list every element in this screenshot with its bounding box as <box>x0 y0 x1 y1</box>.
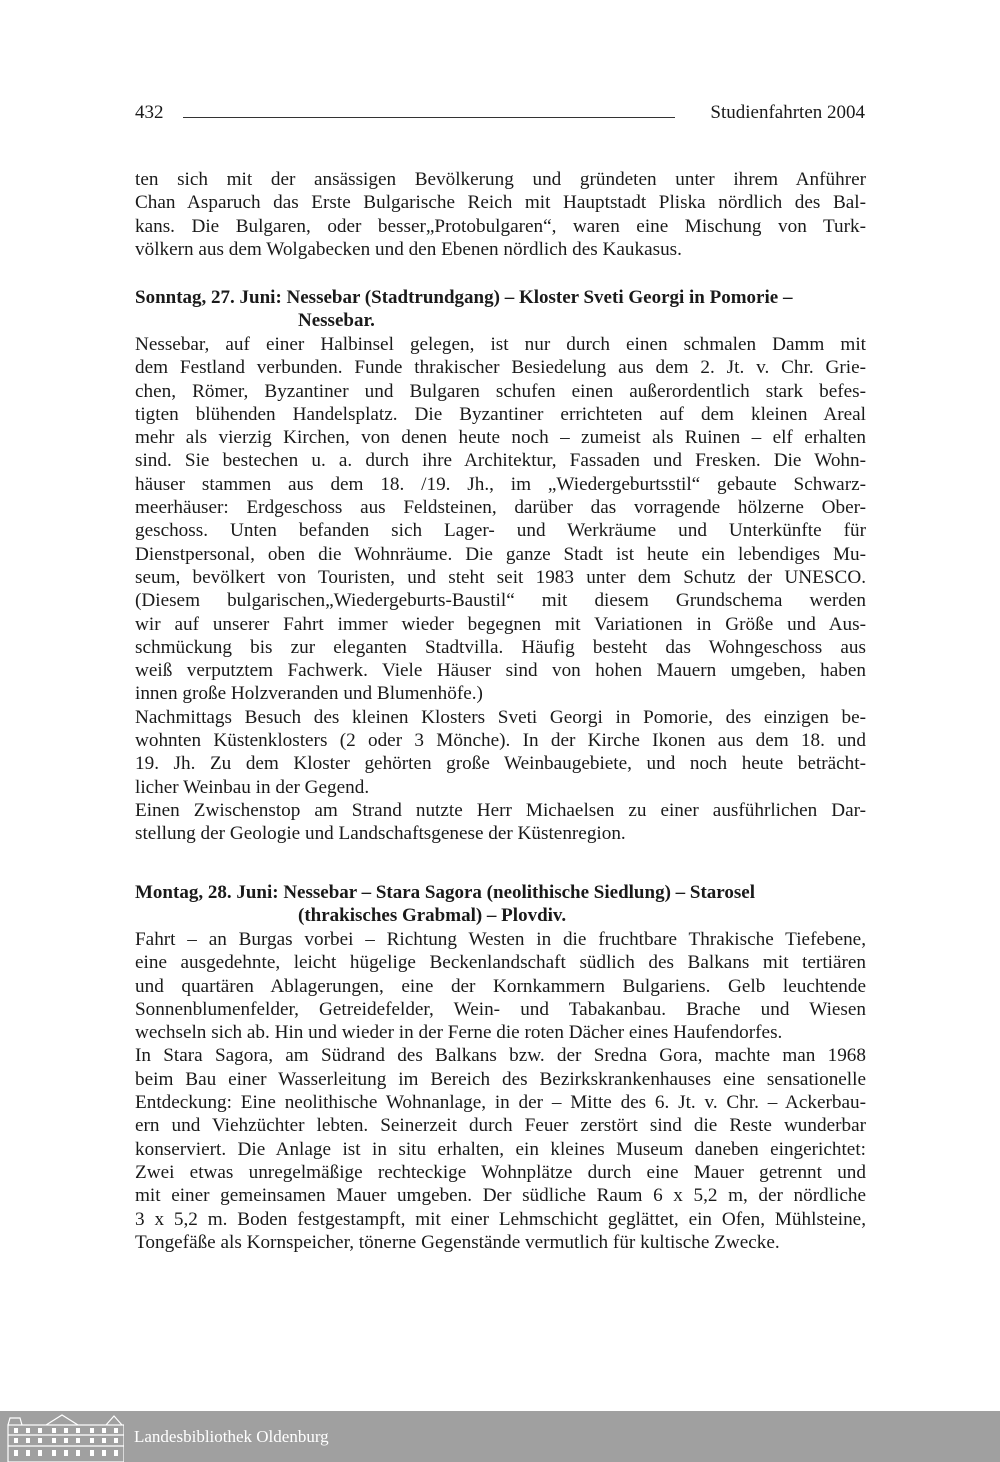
header-rule <box>183 117 675 118</box>
heading-line: (thrakisches Grabmal) – Plovdiv. <box>298 905 567 927</box>
text-line: mehr als vierzig Kirchen, von denen heute noch – zumeist als Ruinen – elf erhalten <box>135 427 866 449</box>
section-body-sunday <box>135 333 866 846</box>
text-line: innen große Holzveranden und Blumenhöfe.) <box>135 683 483 705</box>
text-line: völkern aus dem Wolgabecken und den Ebenen nördlich des Kaukasus. <box>135 238 682 260</box>
text-line: Fahrt – an Burgas vorbei – Richtung Westen in die fruchtbare Thrakische Tiefebene, <box>135 929 866 950</box>
text-line: Nessebar, auf einer Halbinsel gelegen, ist nur durch einen schmalen Damm mit <box>135 334 866 355</box>
text-line: 3 x 5,2 m. Boden festgestampft, mit einer Lehmschicht geglättet, ein Ofen, Mühlsteine, <box>135 1208 866 1230</box>
text-line: (Diesem bulgarischen„Wiedergeburts-Baustil“ mit diesem Grundschema werden <box>135 590 866 612</box>
text-line: Sonnenblumenfelder, Getreidefelder, Wein- und Tabakanbau. Brache und Wiesen <box>135 998 866 1020</box>
text-line: Dienstpersonal, oben die Wohnräume. Die ganze Stadt ist heute ein lebendiges Mu- <box>135 543 866 565</box>
running-title: Studienfahrten 2004 <box>710 102 865 123</box>
page-header <box>135 100 865 128</box>
text-line: 19. Jh. Zu dem Kloster gehörten große Weinbaugebiete, und noch heute beträcht- <box>135 753 866 775</box>
intro-paragraph <box>135 168 866 261</box>
text-line: meerhäuser: Erdgeschoss aus Feldsteinen, darüber das vorragende hölzerne Ober- <box>135 497 866 519</box>
text-line: Tongefäße als Kornspeicher, tönerne Gegenstände vermutlich für kultische Zwecke. <box>135 1231 780 1253</box>
section-heading-monday <box>135 881 866 928</box>
text-line: beim Bau einer Wasserleitung im Bereich des Bezirkskrankenhauses eine sensationelle <box>135 1068 866 1090</box>
text-line: tigten blühenden Handelsplatz. Die Byzantiner errichteten auf dem kleinen Areal <box>135 403 866 425</box>
text-line: Entdeckung: Eine neolithische Wohnanlage, in der – Mitte des 6. Jt. v. Chr. – Ackerbau- <box>135 1092 866 1114</box>
text-line: ten sich mit der ansässigen Bevölkerung und gründeten unter ihrem Anführer <box>135 169 866 190</box>
text-line: Chan Asparuch das Erste Bulgarische Reich mit Hauptstadt Pliska nördlich des Bal- <box>135 192 866 214</box>
text-line: In Stara Sagora, am Südrand des Balkans bzw. der Sredna Gora, machte man 1968 <box>135 1045 866 1067</box>
text-line: Einen Zwischenstop am Strand nutzte Herr Michaelsen zu einer ausführlichen Dar- <box>135 799 866 821</box>
text-line: häuser stammen aus dem 18. /19. Jh., im „Wiedergeburtsstil“ gebaute Schwarz- <box>135 473 866 495</box>
text-line: weiß verputztem Fachwerk. Viele Häuser sind von hohen Mauern umgeben, haben <box>135 660 866 682</box>
library-building-logo-icon <box>6 1413 124 1462</box>
text-line: schmückung bis zur eleganten Stadtvilla. Häufig besteht das Wohngeschoss aus <box>135 636 866 658</box>
text-line: chen, Römer, Byzantiner und Bulgaren schufen einen außerordentlich stark befes- <box>135 380 866 402</box>
text-line: dem Festland verbunden. Funde thrakischer Besiedelung aus dem 2. Jt. v. Chr. Grie- <box>135 357 866 379</box>
text-line: wohnten Küstenklosters (2 oder 3 Mönche). In der Kirche Ikonen aus dem 18. und <box>135 730 866 752</box>
text-line: und quartären Ablagerungen, eine der Kornkammern Bulgariens. Gelb leuchtende <box>135 975 866 997</box>
section-body-monday <box>135 928 866 1254</box>
text-line: licher Weinbau in der Gegend. <box>135 776 370 798</box>
library-footer-banner <box>0 1411 1000 1462</box>
text-line: konserviert. Die Anlage ist in situ erhalten, ein kleines Museum daneben eingerichtet: <box>135 1138 866 1160</box>
text-line: stellung der Geologie und Landschaftsgenese der Küstenregion. <box>135 823 626 845</box>
heading-line: Montag, 28. Juni: Nessebar – Stara Sagora (neolithische Siedlung) – Starosel <box>135 882 755 903</box>
text-line: wir auf unserer Fahrt immer wieder begegnen mit Variationen in Größe und Aus- <box>135 613 866 635</box>
library-name: Landesbibliothek Oldenburg <box>134 1427 329 1446</box>
text-line: sind. Sie bestechen u. a. durch ihre Architektur, Fassaden und Fresken. Die Wohn- <box>135 450 866 472</box>
text-line: geschoss. Unten befanden sich Lager- und Werkräume und Unterkünfte für <box>135 520 866 542</box>
text-line: kans. Die Bulgaren, oder besser„Protobulgaren“, waren eine Mischung von Turk- <box>135 215 866 237</box>
page-number: 432 <box>135 102 164 123</box>
text-line: seum, bevölkert von Touristen, und steht seit 1983 unter dem Schutz der UNESCO. <box>135 566 866 588</box>
text-line: Nachmittags Besuch des kleinen Klosters Sveti Georgi in Pomorie, des einzigen be- <box>135 706 866 728</box>
section-heading-sunday <box>135 286 866 333</box>
heading-line: Sonntag, 27. Juni: Nessebar (Stadtrundgang) – Kloster Sveti Georgi in Pomorie – <box>135 287 793 308</box>
text-line: mit einer gemeinsamen Mauer umgeben. Der südliche Raum 6 x 5,2 m, der nördliche <box>135 1185 866 1207</box>
text-line: Zwei etwas unregelmäßige rechteckige Wohnplätze durch eine Mauer getrennt und <box>135 1161 866 1183</box>
heading-line: Nessebar. <box>298 310 375 332</box>
text-line: eine ausgedehnte, leicht hügelige Beckenlandschaft südlich des Balkans mit tertiären <box>135 952 866 974</box>
text-line: ern und Viehzüchter lebten. Seinerzeit durch Feuer zerstört sind die Reste wunderbar <box>135 1115 866 1137</box>
text-line: wechseln sich ab. Hin und wieder in der Ferne die roten Dächer eines Haufendorfes. <box>135 1022 783 1044</box>
